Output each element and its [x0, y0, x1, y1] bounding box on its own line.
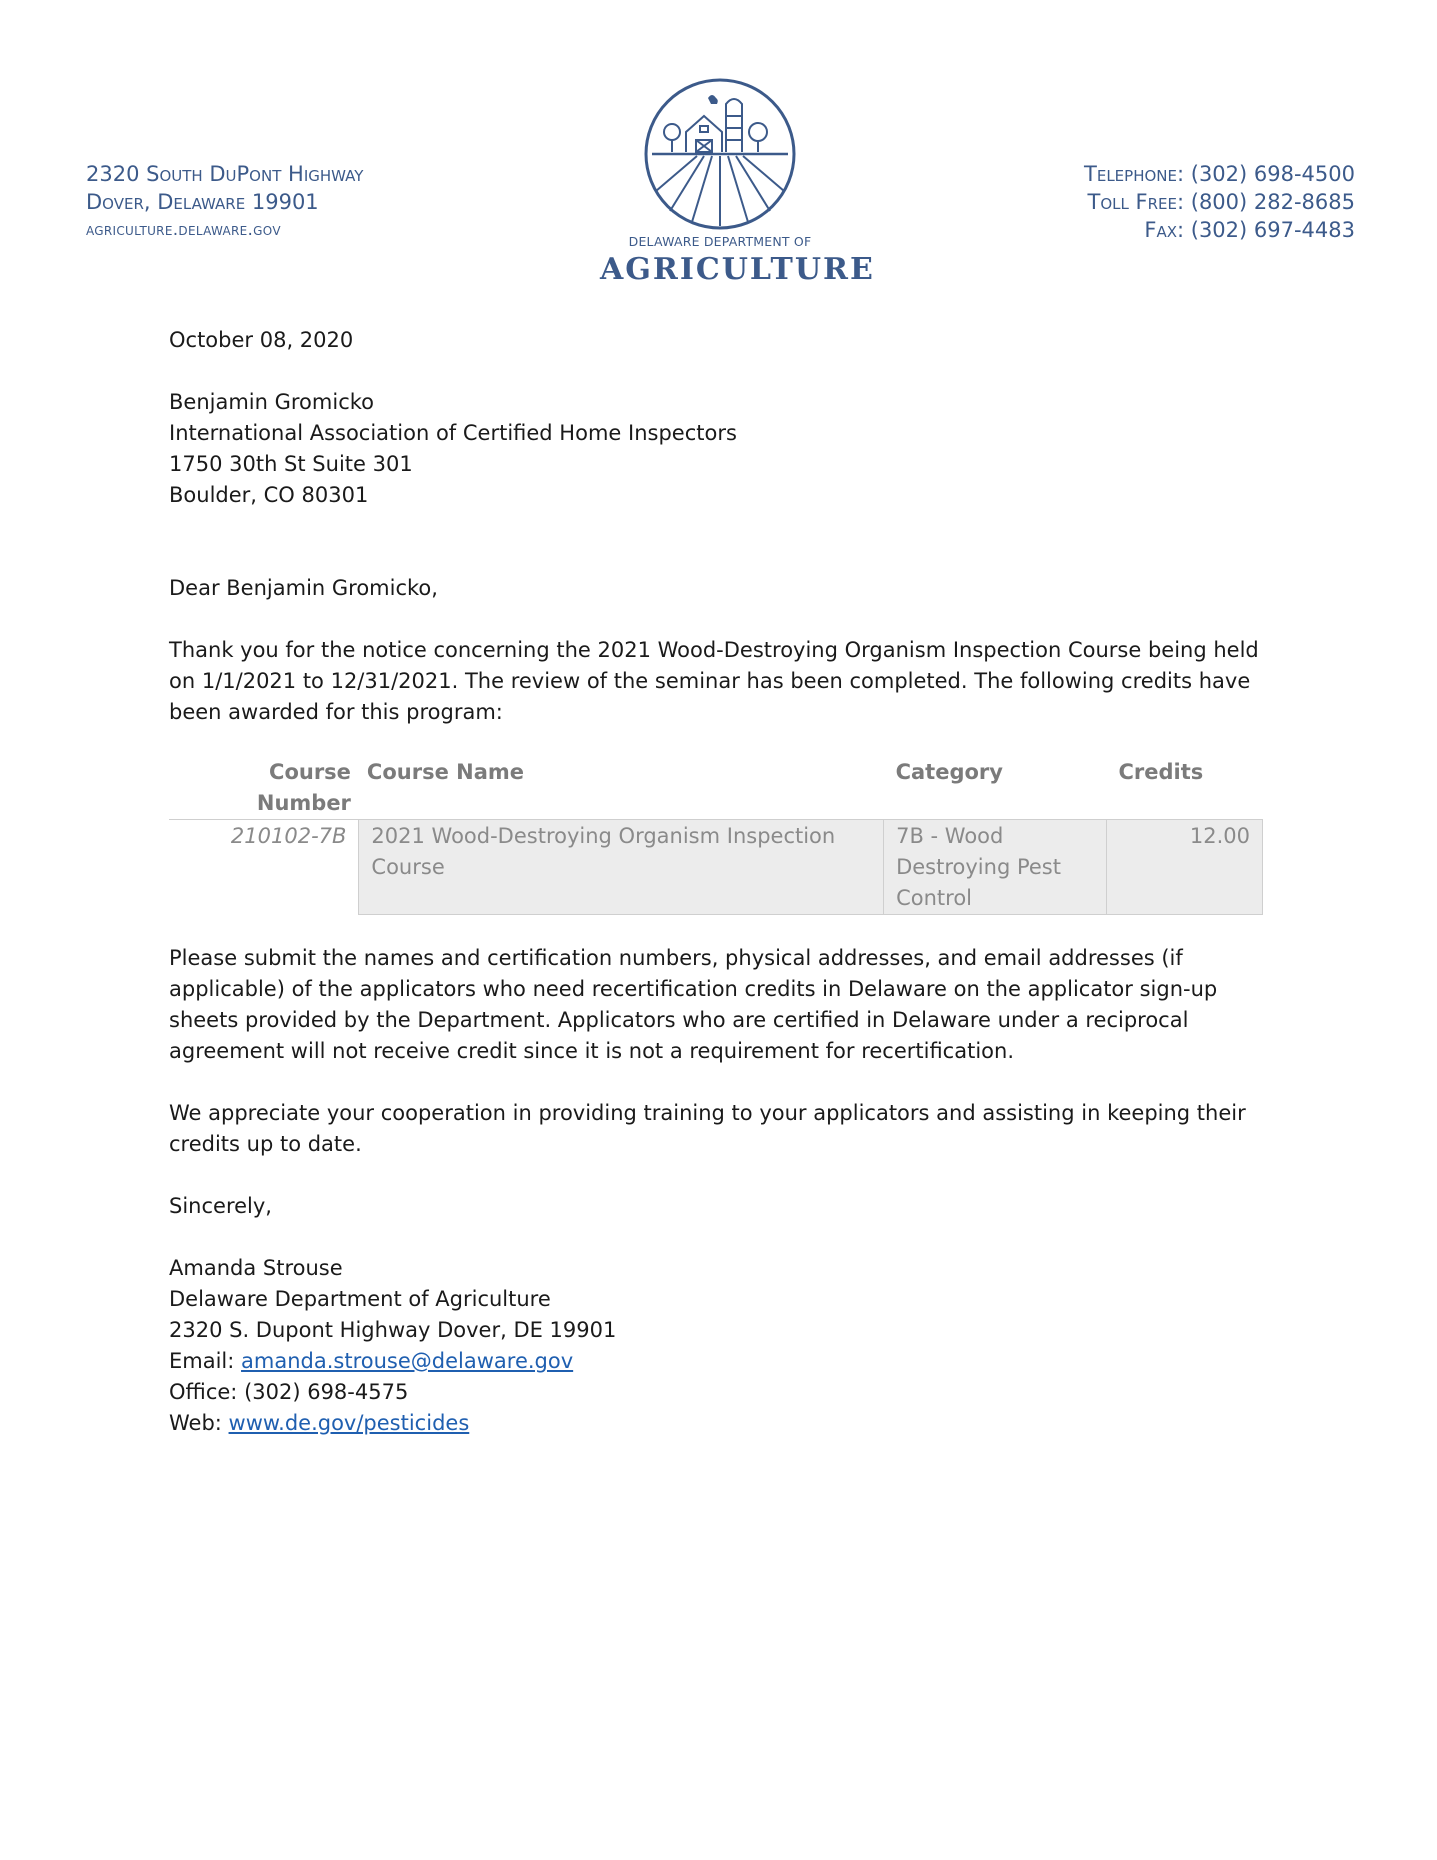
letterhead-address — [86, 160, 363, 244]
table-row — [169, 820, 1263, 915]
web-label: Web: — [169, 1411, 222, 1435]
address-line-2: Dover, Delaware 19901 — [86, 190, 319, 214]
fax-line — [1084, 216, 1355, 244]
signer-address: 2320 S. Dupont Highway Dover, DE 19901 — [169, 1318, 617, 1342]
logo-agriculture-text: AGRICULTURE — [600, 252, 875, 287]
header-course-number: Course Number — [256, 760, 351, 815]
letter-body — [169, 325, 1289, 1439]
office-phone: (302) 698-4575 — [244, 1380, 409, 1404]
web-link[interactable]: www.de.gov/pesticides — [228, 1411, 470, 1435]
fax-label: Fax: — [1144, 218, 1185, 242]
appreciation-paragraph: We appreciate your cooperation in providing training to your applicators and assisting in keeping their credits up to date. — [169, 1101, 1246, 1156]
tollfree-line — [1084, 188, 1355, 216]
recipient-address — [169, 387, 1289, 511]
credits-cell: 12.00 — [1107, 820, 1263, 915]
telephone-label: Telephone: — [1084, 162, 1185, 186]
signer-email-line — [169, 1346, 1289, 1377]
fax-value: (302) 697-4483 — [1190, 218, 1355, 242]
course-name-cell: 2021 Wood-Destroying Organism Inspection Course — [359, 820, 884, 915]
instructions-paragraph: Please submit the names and certification numbers, physical addresses, and email addresses (if applicable) of the applicators who need recertification credits in Delaware on the applicator sign-up sheets provided by the Department. Applicators who are certified in Delaware under a reciprocal agreement will not receive credit since it is not a requirement for recertification. — [169, 946, 1218, 1063]
telephone-line — [1084, 160, 1355, 188]
course-number-cell: 210102-7B — [169, 820, 359, 915]
tollfree-label: Toll Free: — [1087, 190, 1185, 214]
farm-seal-icon — [642, 76, 798, 232]
closing: Sincerely, — [169, 1194, 272, 1218]
header-category: Category — [895, 760, 1003, 784]
credits-table — [169, 757, 1263, 915]
signer-department: Delaware Department of Agriculture — [169, 1287, 551, 1311]
department-logo — [600, 76, 875, 296]
header-course-name: Course Name — [366, 760, 524, 784]
signer-office-line — [169, 1377, 1289, 1408]
website-text: agriculture.delaware.gov — [86, 220, 281, 240]
recipient-city: Boulder, CO 80301 — [169, 483, 369, 507]
email-label: Email: — [169, 1349, 235, 1373]
recipient-name: Benjamin Gromicko — [169, 390, 375, 414]
recipient-org: International Association of Certified Home Inspectors — [169, 421, 737, 445]
recipient-street: 1750 30th St Suite 301 — [169, 452, 413, 476]
letterhead-contacts — [1084, 160, 1355, 244]
letter-date: October 08, 2020 — [169, 328, 354, 352]
signer-web-line — [169, 1408, 1289, 1439]
telephone-value: (302) 698-4500 — [1190, 162, 1355, 186]
intro-paragraph: Thank you for the notice concerning the 2021 Wood-Destroying Organism Inspection Course being held on 1/1/2021 to 12/31/2021. The review of the seminar has been completed. The following credits have been awarded for this program: — [169, 638, 1259, 724]
tollfree-value: (800) 282-8685 — [1190, 190, 1355, 214]
address-line-1: 2320 South DuPont Highway — [86, 162, 364, 186]
salutation: Dear Benjamin Gromicko, — [169, 576, 438, 600]
logo-department-text: DELAWARE DEPARTMENT OF — [628, 234, 812, 249]
table-header-row — [169, 757, 1263, 820]
signer-name: Amanda Strouse — [169, 1256, 343, 1280]
signature-block — [169, 1253, 1289, 1439]
category-cell: 7B - Wood Destroying Pest Control — [884, 820, 1107, 915]
office-label: Office: — [169, 1380, 238, 1404]
email-link[interactable]: amanda.strouse@delaware.gov — [241, 1349, 574, 1373]
header-credits: Credits — [1118, 760, 1204, 784]
